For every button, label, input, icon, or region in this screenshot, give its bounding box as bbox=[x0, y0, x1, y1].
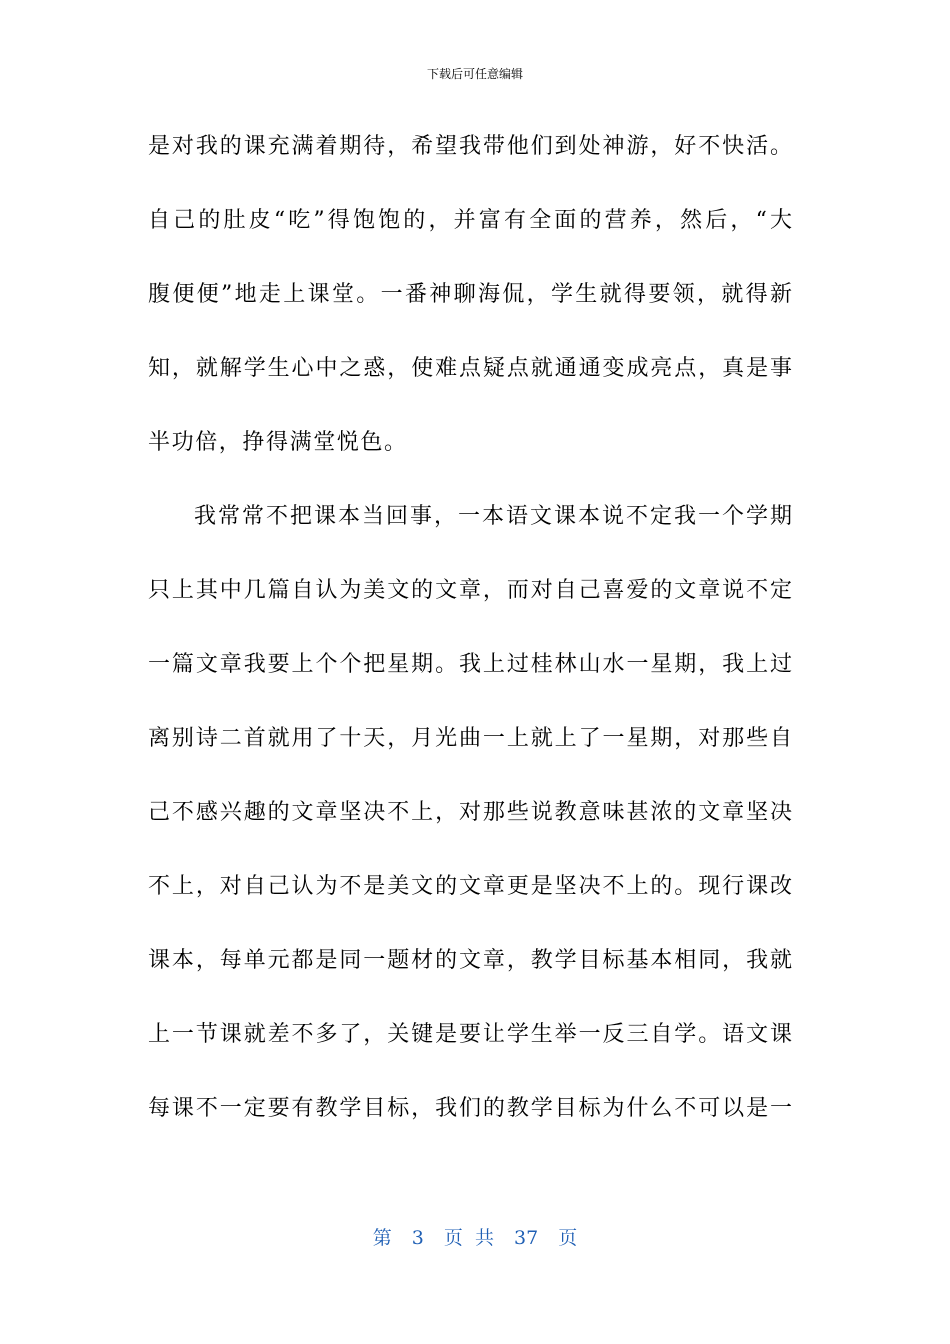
text-line: 半功倍，挣得满堂悦色。 bbox=[148, 430, 408, 455]
text-line: 是对我的课充满着期待，希望我带他们到处神游，好不快活。 bbox=[148, 134, 792, 159]
footer-page-number: 3 bbox=[411, 1227, 424, 1249]
text-line: 腹便便”地走上课堂。一番神聊海侃，学生就得要领，就得新 bbox=[148, 282, 792, 307]
text-line: 知，就解学生心中之惑，使难点疑点就通通变成亮点，真是事 bbox=[148, 356, 792, 381]
text-line: 自己的肚皮“吃”得饱饱的，并富有全面的营养，然后，“大 bbox=[148, 208, 792, 233]
document-body bbox=[148, 120, 792, 1156]
text-line: 上一节课就差不多了，关键是要让学生举一反三自学。语文课 bbox=[148, 1022, 792, 1047]
text-line: 离别诗二首就用了十天，月光曲一上就上了一星期，对那些自 bbox=[148, 726, 792, 751]
text-line: 只上其中几篇自认为美文的文章，而对自己喜爱的文章说不定 bbox=[148, 578, 792, 603]
text-line: 己不感兴趣的文章坚决不上，对那些说教意味甚浓的文章坚决 bbox=[148, 800, 792, 825]
footer-middle: 页 共 bbox=[443, 1227, 494, 1249]
footer-total-pages: 37 bbox=[514, 1227, 539, 1249]
text-line: 课本，每单元都是同一题材的文章，教学目标基本相同，我就 bbox=[148, 948, 792, 973]
footer-prefix: 第 bbox=[372, 1227, 392, 1249]
text-line: 一篇文章我要上个个把星期。我上过桂林山水一星期，我上过 bbox=[148, 652, 792, 677]
text-line-indented: 我常常不把课本当回事，一本语文课本说不定我一个学期 bbox=[194, 504, 792, 529]
page-header: 下载后可任意编辑 bbox=[426, 67, 523, 81]
footer-suffix: 页 bbox=[558, 1227, 578, 1249]
text-line: 不上，对自己认为不是美文的文章更是坚决不上的。现行课改 bbox=[148, 874, 792, 899]
page-footer bbox=[0, 1226, 950, 1250]
text-line: 每课不一定要有教学目标，我们的教学目标为什么不可以是一 bbox=[148, 1096, 792, 1121]
